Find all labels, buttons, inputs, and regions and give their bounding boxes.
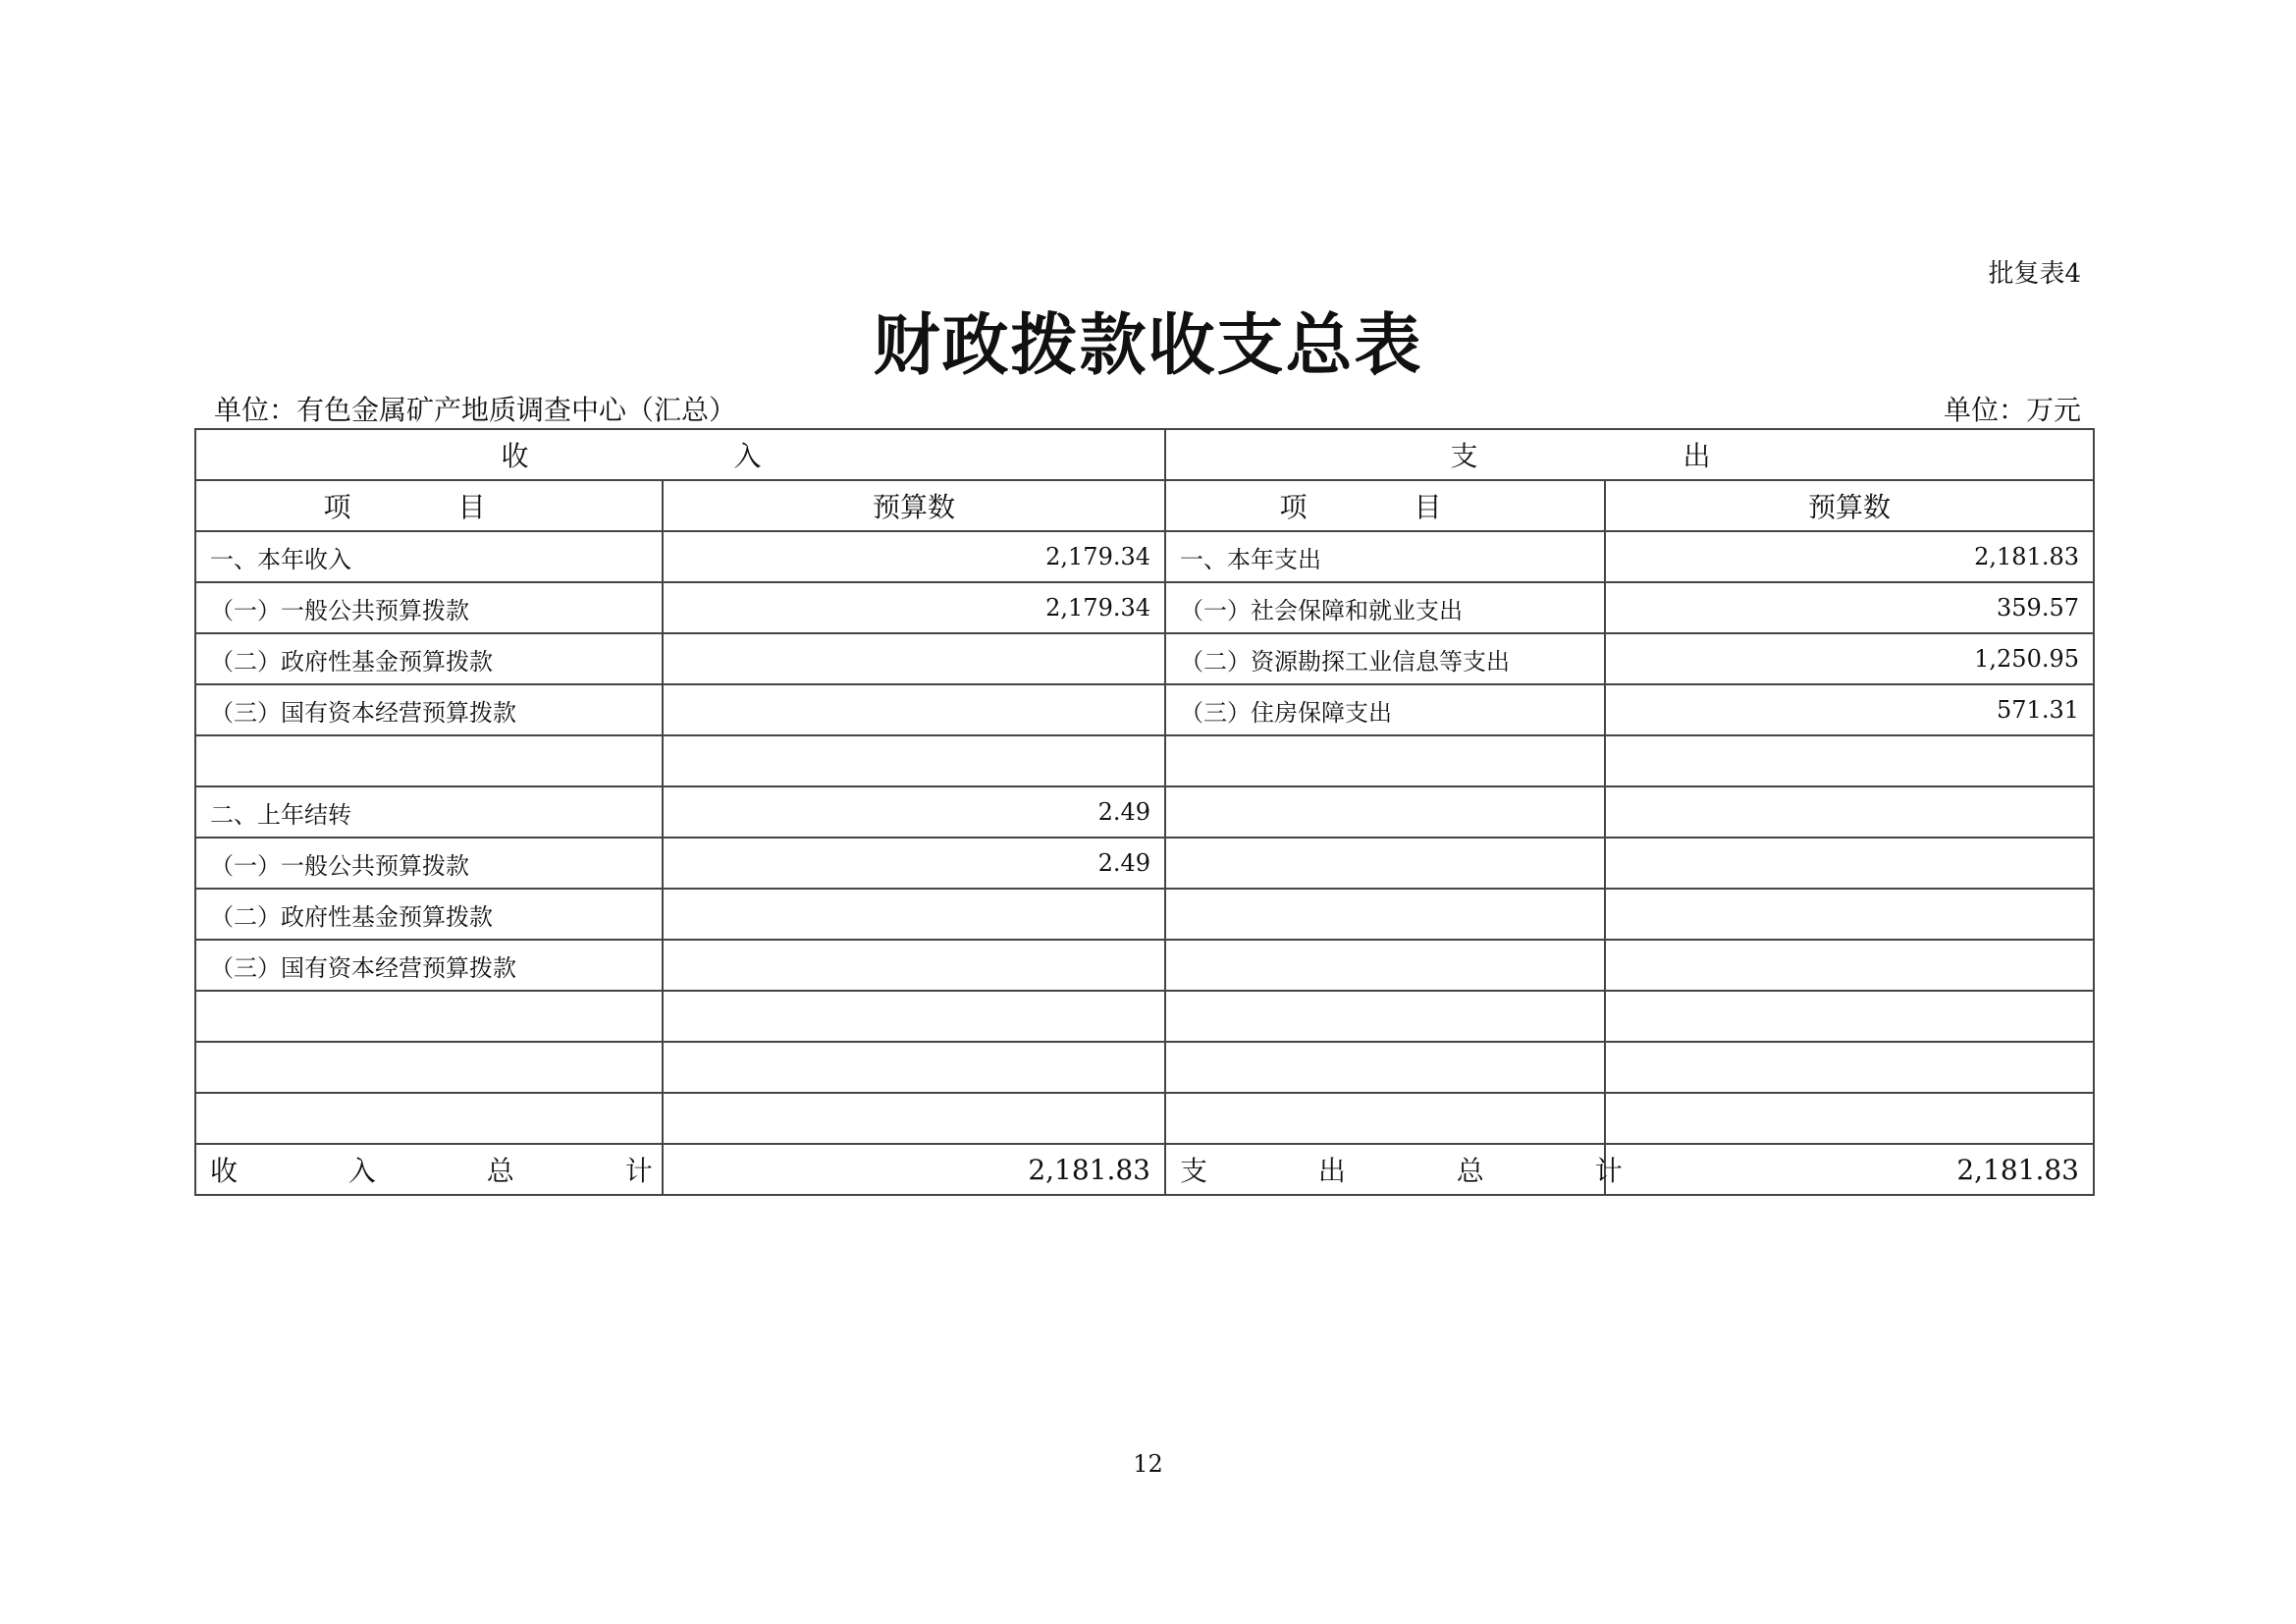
expense-amount (1605, 838, 2094, 889)
expense-item (1165, 940, 1605, 991)
expense-amount (1605, 940, 2094, 991)
expense-total-label: 支 出 总 计 (1165, 1144, 1605, 1195)
unit-currency: 单位：万元 (1943, 394, 2081, 426)
expense-amount (1605, 991, 2094, 1042)
income-item: （二）政府性基金预算拨款 (195, 889, 663, 940)
table-row (195, 684, 2094, 735)
page-number: 12 (1133, 1450, 1163, 1478)
income-item: 一、本年收入 (195, 531, 663, 582)
expense-item (1165, 991, 1605, 1042)
expense-amount: 571.31 (1605, 684, 2094, 735)
expense-amount (1605, 889, 2094, 940)
income-item: （三）国有资本经营预算拨款 (195, 684, 663, 735)
income-amount: 2.49 (663, 838, 1165, 889)
expense-amount: 2,181.83 (1605, 531, 2094, 582)
table-row (195, 889, 2094, 940)
expense-item: （三）住房保障支出 (1165, 684, 1605, 735)
income-item-header: 项 目 (195, 480, 663, 531)
table-row (195, 1093, 2094, 1144)
expense-amount: 359.57 (1605, 582, 2094, 633)
income-amount (663, 633, 1165, 684)
income-total-label: 收 入 总 计 (195, 1144, 663, 1195)
expense-item: （二）资源勘探工业信息等支出 (1165, 633, 1605, 684)
expense-item (1165, 838, 1605, 889)
income-item (195, 1042, 663, 1093)
income-amount (663, 1093, 1165, 1144)
table-row (195, 991, 2094, 1042)
table-row (195, 940, 2094, 991)
page-title: 财政拨款收支总表 (873, 306, 1423, 385)
income-amount (663, 991, 1165, 1042)
table-row (195, 838, 2094, 889)
table-row (195, 1042, 2094, 1093)
expense-item: （一）社会保障和就业支出 (1165, 582, 1605, 633)
expense-item (1165, 735, 1605, 786)
income-item: （三）国有资本经营预算拨款 (195, 940, 663, 991)
income-item (195, 991, 663, 1042)
income-amount (663, 684, 1165, 735)
income-item (195, 735, 663, 786)
income-amount (663, 735, 1165, 786)
totals-row (195, 1144, 2094, 1195)
income-amount (663, 940, 1165, 991)
expense-item (1165, 1093, 1605, 1144)
table-row (195, 633, 2094, 684)
expense-amount: 1,250.95 (1605, 633, 2094, 684)
expense-amount (1605, 786, 2094, 838)
expense-budget-header: 预算数 (1605, 480, 2094, 531)
income-item: （二）政府性基金预算拨款 (195, 633, 663, 684)
income-item (195, 1093, 663, 1144)
expense-amount (1605, 1042, 2094, 1093)
expense-amount (1605, 735, 2094, 786)
expense-item (1165, 889, 1605, 940)
form-id-label: 批复表4 (1988, 259, 2081, 289)
income-item: （一）一般公共预算拨款 (195, 838, 663, 889)
table-row (195, 582, 2094, 633)
expense-item (1165, 786, 1605, 838)
expense-amount (1605, 1093, 2094, 1144)
income-budget-header: 预算数 (663, 480, 1165, 531)
table-row (195, 531, 2094, 582)
income-amount (663, 1042, 1165, 1093)
income-amount: 2.49 (663, 786, 1165, 838)
budget-table (194, 428, 2095, 1196)
income-amount (663, 889, 1165, 940)
income-amount: 2,179.34 (663, 582, 1165, 633)
expense-item: 一、本年支出 (1165, 531, 1605, 582)
income-item: （一）一般公共预算拨款 (195, 582, 663, 633)
expense-total-amount: 2,181.83 (1605, 1144, 2094, 1195)
income-section-header: 收 入 (195, 429, 1165, 480)
income-item: 二、上年结转 (195, 786, 663, 838)
expense-item-header: 项 目 (1165, 480, 1605, 531)
section-header-row (195, 429, 2094, 480)
column-header-row (195, 480, 2094, 531)
expense-item (1165, 1042, 1605, 1093)
table-row (195, 786, 2094, 838)
unit-organization: 单位：有色金属矿产地质调查中心（汇总） (214, 394, 737, 426)
income-total-amount: 2,181.83 (663, 1144, 1165, 1195)
income-amount: 2,179.34 (663, 531, 1165, 582)
expense-section-header: 支 出 (1165, 429, 2094, 480)
table-row (195, 735, 2094, 786)
